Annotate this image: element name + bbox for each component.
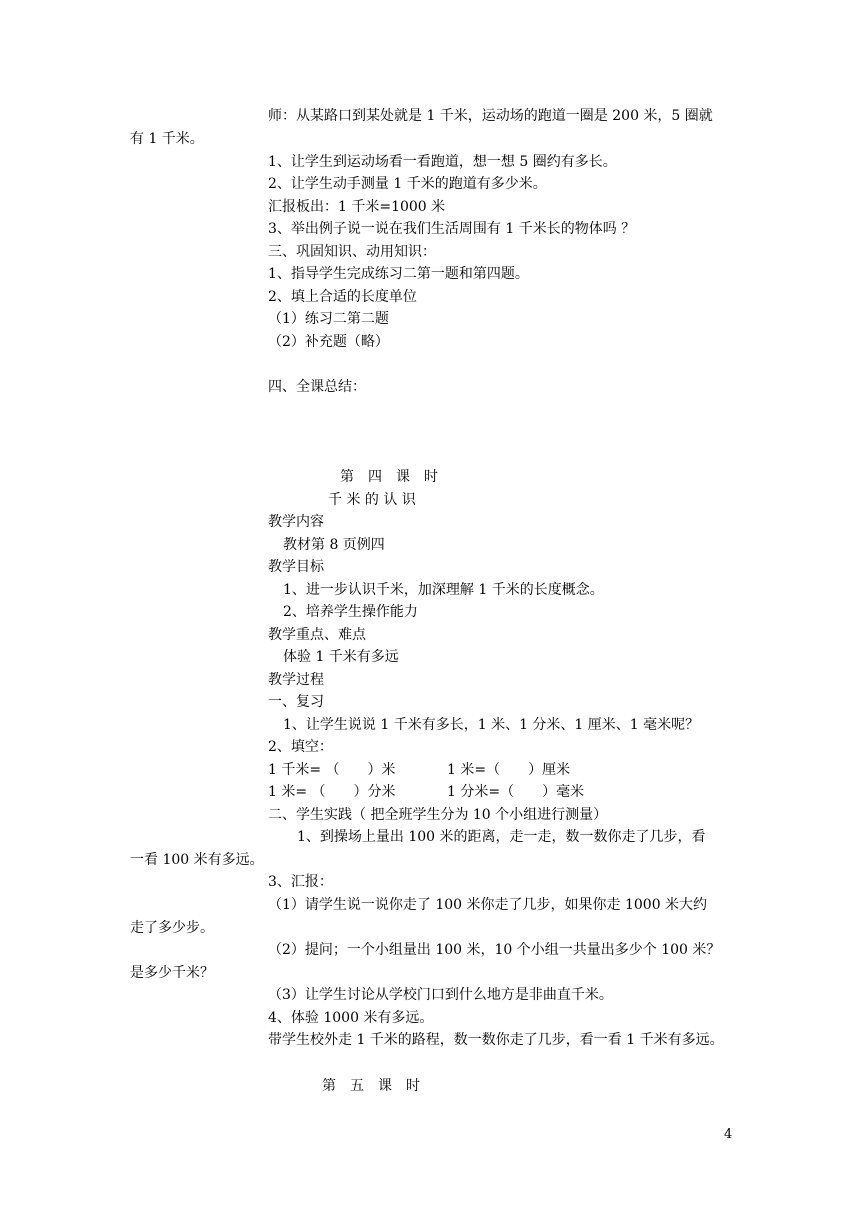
text-line: 3、举出例子说一说在我们生活周围有 1 千米长的物体吗 ？ — [268, 221, 636, 237]
text-line: 有 1 千米。 — [130, 131, 204, 147]
text-line: 一看 100 米有多远。 — [130, 852, 264, 868]
section-heading: 三、巩固知识、动用知识： — [268, 244, 436, 260]
text-line: 带学生校外走 1 千米的路程，数一数你走了几步，看一看 1 千米有多远。 — [268, 1032, 724, 1048]
text-line: 3、汇报： — [268, 874, 333, 890]
text-line: 1、进一步认识千米，加深理解 1 千米的长度概念。 — [283, 582, 604, 598]
text-line: （1）请学生说一说你走了 100 米你走了几步，如果你走 1000 米大约 — [268, 897, 708, 913]
text-line: 体验 1 千米有多远 — [283, 649, 399, 665]
fill-blank: 1 米=（ ）厘米 — [447, 762, 571, 778]
lesson-heading: 第 五 课 时 — [322, 1078, 420, 1094]
lesson-heading: 第 四 课 时 — [340, 469, 438, 485]
text-line: 汇报板出：1 千米=1000 米 — [268, 199, 446, 215]
text-line: 1、指导学生完成练习二第一题和第四题。 — [268, 266, 529, 282]
text-line: （2）提问；一个小组量出 100 米，10 个小组一共量出多少个 100 米？ — [268, 942, 721, 958]
text-line: 2、让学生动手测量 1 千米的跑道有多少米。 — [268, 176, 547, 192]
text-line: 4、体验 1000 米有多远。 — [268, 1010, 434, 1026]
section-heading: 二、学生实践（ 把全班学生分为 10 个小组进行测量） — [268, 807, 608, 823]
text-line: 2、填空： — [268, 739, 333, 755]
fill-blank: 1 千米= （ ）米 — [268, 762, 396, 778]
text-line: （2）补充题（略） — [268, 334, 389, 350]
text-line: （1）练习二第二题 — [268, 311, 389, 327]
fill-blank: 1 米= （ ）分米 — [268, 784, 396, 800]
text-line: （3）让学生讨论从学校门口到什么地方是非曲直千米。 — [268, 987, 613, 1003]
fill-blank: 1 分米=（ ）毫米 — [447, 784, 585, 800]
text-line: 走了多少步。 — [130, 920, 214, 936]
text-line: 师：从某路口到某处就是 1 千米，运动场的跑道一圈是 200 米，5 圈就 — [268, 108, 713, 124]
section-heading: 教学重点、难点 — [268, 627, 366, 643]
text-line: 是多少千米？ — [130, 965, 214, 981]
section-heading: 一、复习 — [268, 694, 324, 710]
section-heading: 教学目标 — [268, 559, 324, 575]
section-heading: 教学过程 — [268, 672, 324, 688]
text-line: 1、让学生到运动场看一看跑道，想一想 5 圈约有多长。 — [268, 154, 617, 170]
section-heading: 教学内容 — [268, 514, 324, 530]
section-heading: 四、全课总结： — [268, 379, 366, 395]
text-line: 2、填上合适的长度单位 — [268, 289, 417, 305]
lesson-title: 千 米 的 认 识 — [328, 492, 416, 508]
text-line: 教材第 8 页例四 — [283, 537, 385, 553]
text-line: 1、到操场上量出 100 米的距离，走一走，数一数你走了几步，看 — [297, 829, 706, 845]
text-line: 1、让学生说说 1 千米有多长，1 米、1 分米、1 厘米、1 毫米呢？ — [283, 717, 700, 733]
text-line: 2、培养学生操作能力 — [283, 604, 418, 620]
page-number: 4 — [724, 1127, 733, 1142]
